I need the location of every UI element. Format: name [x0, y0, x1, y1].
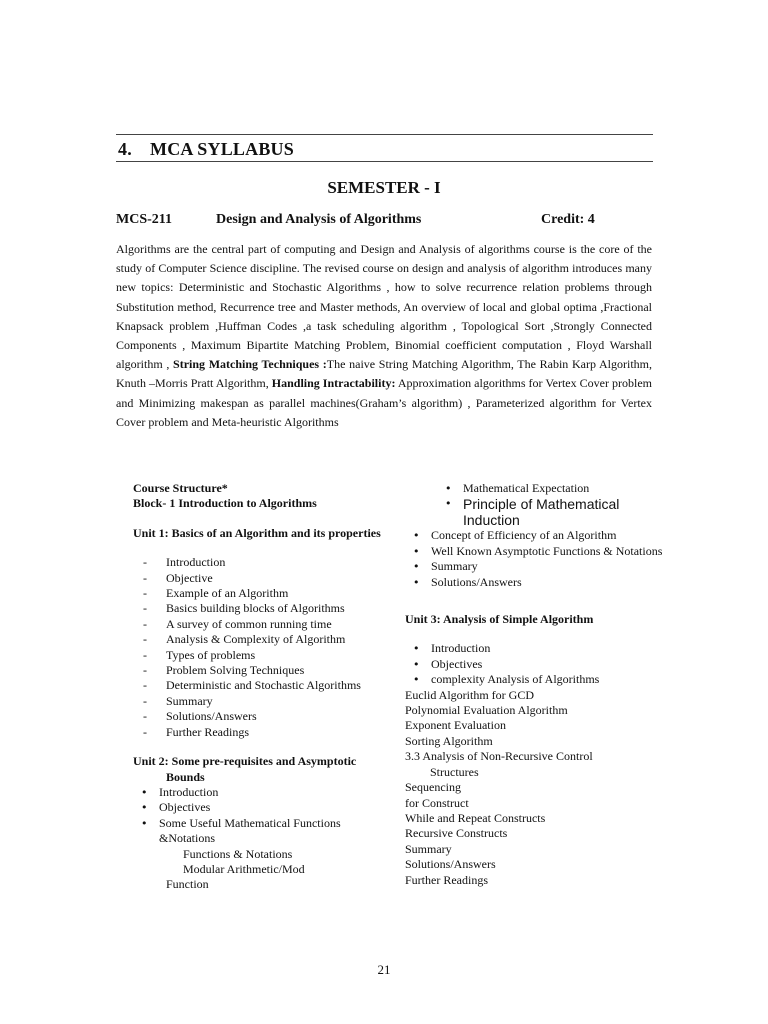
- unit2-subitem: Functions & Notations: [183, 846, 293, 861]
- unit3-line: Recursive Constructs: [405, 826, 508, 841]
- list-item: - Introduction: [133, 555, 388, 570]
- list-item: • complexity Analysis of Algorithms: [405, 672, 665, 687]
- section-number: 4.: [118, 139, 132, 159]
- unit3-line: While and Repeat Constructs: [405, 810, 546, 825]
- unit1-list: [133, 555, 388, 740]
- course-structure-label: Course Structure*: [133, 481, 228, 495]
- section-heading: [118, 139, 294, 160]
- unit2-subitem: Function: [166, 877, 209, 892]
- list-item: • Well Known Asymptotic Functions & Notations: [405, 544, 665, 559]
- list-item: • Introduction: [133, 785, 388, 800]
- unit2-continued-list: [405, 528, 665, 590]
- list-item: • Some Useful Mathematical Functions &Notations: [133, 816, 388, 847]
- top-rule: [116, 134, 653, 135]
- course-name: Design and Analysis of Algorithms: [216, 212, 422, 227]
- description-text-1: Algorithms are the central part of computing and Design and Analysis of algorithms course is the core of the study of Computer Science discipline. The revised course on design and analysis of algorithm introduces many new topics: Deterministic and Stochastic Algorithms , how to solve recurrence relation problems through Substitution method, Recurrence tree and Master methods, An overview of local and global optima ,Fractional Knapsack problem ,Huffman Codes ,a task scheduling algorithm , Topological Sort ,Strongly Connected Components , Maximum Bipartite Matching Problem, Binomial coefficient computation , Floyd Warshall algorithm ,: [116, 242, 652, 372]
- unit3-line: Euclid Algorithm for GCD: [405, 687, 534, 702]
- course-code: MCS-211: [116, 212, 172, 227]
- unit3-title: Unit 3: Analysis of Simple Algorithm: [405, 612, 594, 627]
- unit3-line: Polynomial Evaluation Algorithm: [405, 703, 568, 718]
- unit3-line: for Construct: [405, 795, 469, 810]
- right-column: [405, 481, 665, 888]
- list-item: - Example of an Algorithm: [133, 586, 388, 601]
- unit2-title: Unit 2: Some pre-requisites and Asymptotic Bounds: [133, 754, 357, 784]
- unit3-line: 3.3 Analysis of Non-Recursive Control: [405, 749, 593, 764]
- unit3-line: Sequencing: [405, 780, 461, 795]
- page-number: 21: [377, 962, 391, 977]
- left-column: [133, 481, 388, 893]
- block-title: Block- 1 Introduction to Algorithms: [133, 496, 317, 511]
- list-item: • Principle of Mathematical Induction: [405, 496, 665, 528]
- list-item: - Basics building blocks of Algorithms: [133, 601, 388, 616]
- unit3-list: [405, 641, 665, 687]
- list-item: - Solutions/Answers: [133, 709, 388, 724]
- list-item: • Solutions/Answers: [405, 575, 665, 590]
- description-bold-2: Handling Intractability:: [271, 376, 396, 391]
- description-text-2: The naive String Matching Algorithm, The Rabin Karp Algorithm, Knuth –Morris Pratt Algorithm,: [116, 357, 652, 391]
- unit3-line: Exponent Evaluation: [405, 718, 506, 733]
- list-item: - Analysis & Complexity of Algorithm: [133, 632, 388, 647]
- list-item: - Further Readings: [133, 725, 388, 740]
- unit3-line: Summary: [405, 841, 452, 856]
- list-item: - Problem Solving Techniques: [133, 663, 388, 678]
- unit3-line: Sorting Algorithm: [405, 733, 493, 748]
- unit1-title: Unit 1: Basics of an Algorithm and its properties: [133, 525, 381, 540]
- list-item: • Introduction: [405, 641, 665, 656]
- unit2-sublist: [405, 481, 665, 528]
- unit3-line: Solutions/Answers: [405, 857, 496, 872]
- list-item: - Objective: [133, 571, 388, 586]
- list-item: • Summary: [405, 559, 665, 574]
- unit3-line: Further Readings: [405, 872, 488, 887]
- list-item: - Summary: [133, 694, 388, 709]
- list-item: - A survey of common running time: [133, 617, 388, 632]
- list-item: - Deterministic and Stochastic Algorithms: [133, 678, 388, 693]
- bottom-rule: [116, 161, 653, 162]
- description-bold-1: String Matching Techniques :: [173, 357, 327, 372]
- list-item: • Concept of Efficiency of an Algorithm: [405, 528, 665, 543]
- course-description: [116, 240, 652, 432]
- list-item: • Objectives: [133, 800, 388, 815]
- course-credit: Credit: 4: [541, 212, 595, 227]
- description-text-3: Approximation algorithms for Vertex Cover problem and Minimizing makespan as parallel machines(Graham’s algorithm) , Parameterized algorithm for Vertex Cover problem and Meta-heuristic Algorithms: [116, 376, 652, 429]
- list-item: • Objectives: [405, 657, 665, 672]
- unit2-subitem: Modular Arithmetic/Mod: [183, 861, 305, 876]
- unit2-list: [133, 785, 388, 847]
- list-item: - Types of problems: [133, 648, 388, 663]
- section-title: MCA SYLLABUS: [150, 139, 294, 159]
- semester-heading: SEMESTER - I: [327, 178, 441, 197]
- list-item: • Mathematical Expectation: [405, 481, 665, 496]
- unit3-line: Structures: [430, 764, 479, 779]
